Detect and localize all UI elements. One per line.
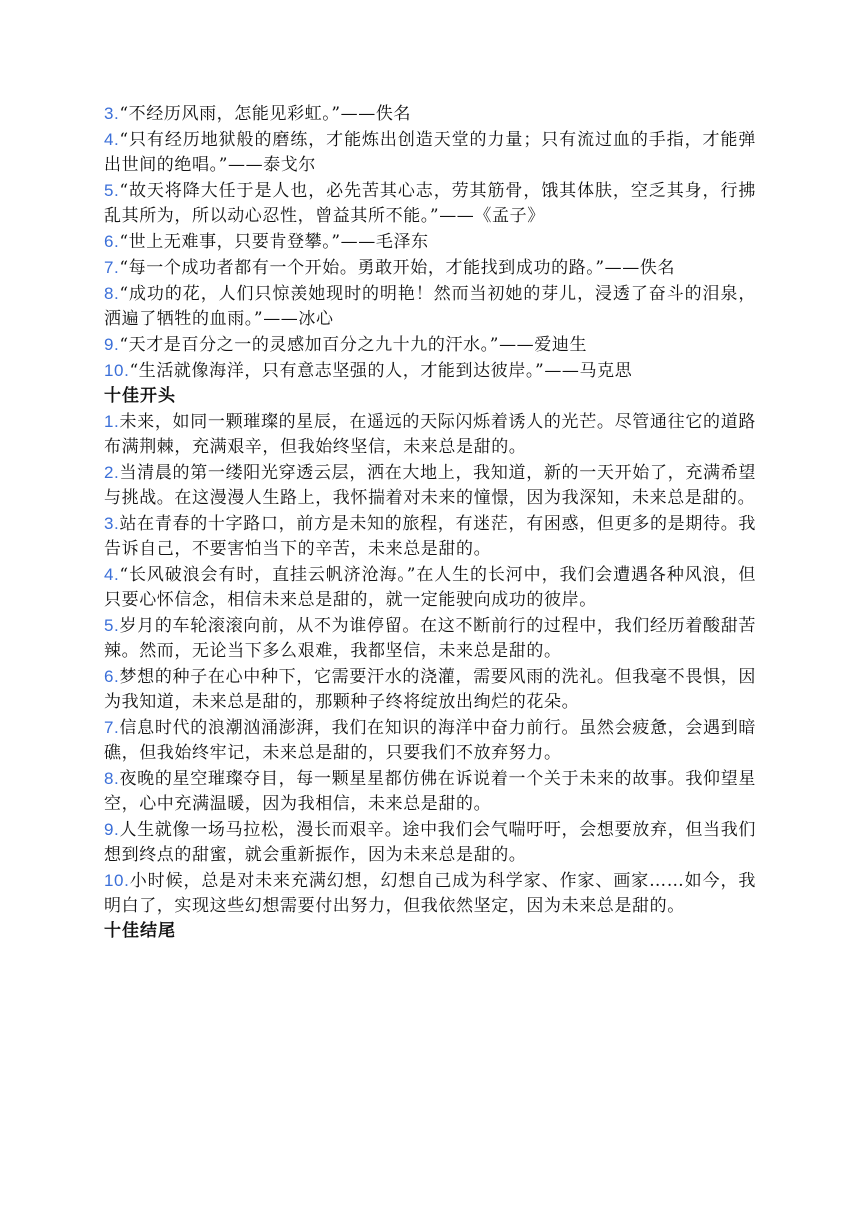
quote-text: “不经历风雨，怎能见彩虹。”——佚名 [119, 104, 412, 124]
list-number: 5. [104, 181, 120, 200]
quote-item-4 [104, 127, 756, 178]
list-number: 7. [104, 258, 120, 277]
opening-text: 小时候，总是对未来充满幻想，幻想自己成为科学家、作家、画家……如今，我明白了，实现这些幻想需要付出努力，但我依然坚定，因为未来总是甜的。 [104, 871, 756, 916]
list-number: 3. [104, 104, 120, 123]
quote-item-3 [104, 101, 756, 127]
quote-item-8 [104, 281, 756, 332]
list-number: 7. [104, 718, 120, 737]
document-page [104, 101, 756, 944]
quote-text: “故天将降大任于是人也，必先苦其心志，劳其筋骨，饿其体肤，空乏其身，行拂乱其所为，所以动心忍性，曾益其所不能。”——《孟子》 [104, 181, 756, 226]
list-number: 10. [104, 871, 130, 890]
list-number: 9. [104, 820, 120, 839]
quote-item-6 [104, 229, 756, 255]
section-heading-openings: 十佳开头 [104, 386, 176, 406]
opening-item-6 [104, 664, 756, 715]
section-heading-endings: 十佳结尾 [104, 921, 176, 941]
quote-text: “成功的花，人们只惊羡她现时的明艳！然而当初她的芽儿，浸透了奋斗的泪泉，洒遍了牺牲的血雨。”——冰心 [104, 284, 756, 329]
list-number: 6. [104, 232, 120, 251]
list-number: 9. [104, 335, 120, 354]
list-number: 4. [104, 565, 120, 584]
opening-item-2 [104, 460, 756, 511]
opening-item-9 [104, 817, 756, 868]
list-number: 8. [104, 769, 120, 788]
opening-item-5 [104, 613, 756, 664]
quote-text: “天才是百分之一的灵感加百分之九十九的汗水。”——爱迪生 [119, 335, 588, 355]
opening-text: 岁月的车轮滚滚向前，从不为谁停留。在这不断前行的过程中，我们经历着酸甜苦辣。然而，无论当下多么艰难，我都坚信，未来总是甜的。 [104, 616, 756, 661]
opening-item-4 [104, 562, 756, 613]
quote-text: “每一个成功者都有一个开始。勇敢开始，才能找到成功的路。”——佚名 [119, 258, 676, 278]
quote-item-10 [104, 358, 756, 384]
quote-text: “世上无难事，只要肯登攀。”——毛泽东 [119, 232, 429, 252]
quote-text: “生活就像海洋，只有意志坚强的人，才能到达彼岸。”——马克思 [129, 361, 633, 381]
list-number: 10. [104, 361, 130, 380]
list-number: 6. [104, 667, 120, 686]
opening-text: 当清晨的第一缕阳光穿透云层，洒在大地上，我知道，新的一天开始了，充满希望与挑战。在这漫漫人生路上，我怀揣着对未来的憧憬，因为我深知，未来总是甜的。 [104, 463, 756, 508]
list-number: 4. [104, 130, 120, 149]
opening-text: 站在青春的十字路口，前方是未知的旅程，有迷茫，有困惑，但更多的是期待。我告诉自己，不要害怕当下的辛苦，未来总是甜的。 [104, 514, 756, 559]
opening-item-1 [104, 409, 756, 460]
list-number: 8. [104, 284, 120, 303]
opening-item-7 [104, 715, 756, 766]
quote-text: “只有经历地狱般的磨练，才能炼出创造天堂的力量；只有流过血的手指，才能弹出世间的绝唱。”——泰戈尔 [104, 130, 756, 175]
opening-text: 未来，如同一颗璀璨的星辰，在遥远的天际闪烁着诱人的光芒。尽管通往它的道路布满荆棘，充满艰辛，但我始终坚信，未来总是甜的。 [104, 412, 756, 457]
opening-item-8 [104, 766, 756, 817]
opening-item-10 [104, 868, 756, 919]
opening-text: “长风破浪会有时，直挂云帆济沧海。”在人生的长河中，我们会遭遇各种风浪，但只要心怀信念，相信未来总是甜的，就一定能驶向成功的彼岸。 [104, 565, 756, 610]
list-number: 2. [104, 463, 120, 482]
opening-item-3 [104, 511, 756, 562]
quote-item-7 [104, 255, 756, 281]
opening-text: 梦想的种子在心中种下，它需要汗水的浇灌，需要风雨的洗礼。但我毫不畏惧，因为我知道，未来总是甜的，那颗种子终将绽放出绚烂的花朵。 [104, 667, 756, 712]
quote-item-9 [104, 332, 756, 358]
list-number: 3. [104, 514, 120, 533]
opening-text: 信息时代的浪潮汹涌澎湃，我们在知识的海洋中奋力前行。虽然会疲惫，会遇到暗礁，但我始终牢记，未来总是甜的，只要我们不放弃努力。 [104, 718, 756, 763]
list-number: 1. [104, 412, 120, 431]
opening-text: 夜晚的星空璀璨夺目，每一颗星星都仿佛在诉说着一个关于未来的故事。我仰望星空，心中充满温暖，因为我相信，未来总是甜的。 [104, 769, 756, 814]
opening-text: 人生就像一场马拉松，漫长而艰辛。途中我们会气喘吁吁，会想要放弃，但当我们想到终点的甜蜜，就会重新振作，因为未来总是甜的。 [104, 820, 756, 865]
list-number: 5. [104, 616, 120, 635]
quote-item-5 [104, 178, 756, 229]
